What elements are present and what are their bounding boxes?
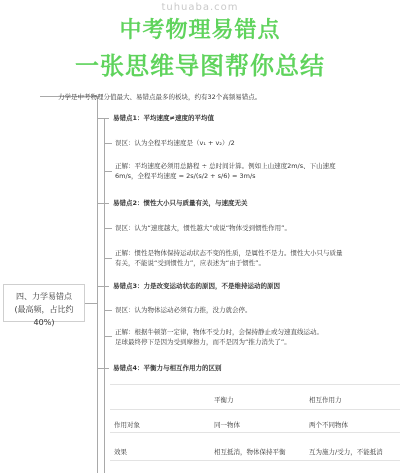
root-connector-horizontal [85, 303, 97, 304]
point-2-wrong: 误区：认为“速度越大，惯性越大”或说“物体受到惯性作用”。 [115, 224, 291, 232]
point-2-heading: 易错点2：惯性大小只与质量有关，与速度无关 [113, 199, 248, 207]
page-subtitle: 一张思维导图帮你总结 [75, 52, 325, 80]
point-1-right-line1: 正解：平均速度必须用总路程 ÷ 总时间计算。例如上山速度2m/s、下山速度 [115, 162, 336, 170]
branch-tick [104, 258, 112, 259]
table-cell: 相互抵消，物体保持平衡 [214, 448, 286, 456]
page-title: 中考物理易错点 [119, 18, 281, 43]
point-2-right-line1: 正解：惯性是物体保持运动状态不变的性质，是属性不是力。惯性大小只与质量 [115, 249, 343, 257]
branch-tick [104, 336, 112, 337]
point-3-right [115, 327, 400, 347]
branch-tick [97, 118, 109, 119]
table-header-row [110, 389, 400, 410]
point-4-heading: 易错点4：平衡力与相互作用力的区别 [113, 364, 222, 372]
point-1-right-line2: 6m/s，全程平均速度 = 2s/(s/2 + s/6) = 3m/s [115, 172, 256, 180]
branch-tick [97, 203, 109, 204]
table-cell: 作用对象 [114, 421, 140, 429]
table-cell: 同一物体 [214, 421, 240, 429]
table-row [110, 441, 400, 462]
branch-tick [104, 228, 112, 229]
table-cell: 效果 [114, 448, 127, 456]
point-3-wrong: 误区：认为物体运动必须有力推，没力就会停。 [115, 306, 252, 314]
point-3-right-line2: 足球最终停下是因为受到摩擦力，而不是因为“推力消失了”。 [115, 338, 291, 346]
table-header-cell [110, 389, 210, 410]
table-header-cell: 相互作用力 [309, 396, 342, 404]
table-top-border [110, 384, 400, 385]
point-1-heading: 易错点1：平均速度≠速度的平均值 [113, 114, 214, 122]
table-header-cell: 平衡力 [214, 396, 234, 404]
intro-text: 力学是中考物理分值最大、易错点最多的板块，约有32个高频易错点。 [58, 93, 262, 101]
point-3-right-line1: 正解：根据牛顿第一定律，物体不受力时，会保持静止或匀速直线运动。 [115, 328, 323, 336]
point-3-heading: 易错点3：力是改变运动状态的原因，不是维持运动的原因 [113, 282, 281, 290]
root-node-line1: 四、力学易错点 [16, 292, 72, 301]
table-divider [110, 432, 400, 433]
comparison-table [110, 389, 400, 462]
table-divider [110, 460, 400, 461]
point-1-right [115, 161, 400, 181]
branch-tick [104, 310, 112, 311]
watermark-text: tuhuaba.com [161, 2, 239, 13]
root-node[interactable] [3, 284, 85, 327]
branch-tick [97, 368, 109, 369]
branch-tick [104, 171, 112, 172]
branch-tick [97, 286, 109, 287]
root-node-line2: (最高频，占比约40%) [14, 305, 74, 327]
point-2-right-line2: 有关，不能说“受到惯性力”，应表述为“由于惯性”。 [115, 259, 265, 267]
branch-tick [104, 143, 112, 144]
point-1-wrong: 误区：认为全程平均速度是（v₁ + v₂）/2 [115, 139, 235, 147]
table-cell: 互为施力/受力，不能抵消 [309, 448, 383, 456]
point-2-right [115, 248, 400, 268]
table-divider [110, 409, 400, 410]
main-trunk-line [97, 96, 98, 473]
table-cell: 两个不同物体 [309, 421, 348, 429]
